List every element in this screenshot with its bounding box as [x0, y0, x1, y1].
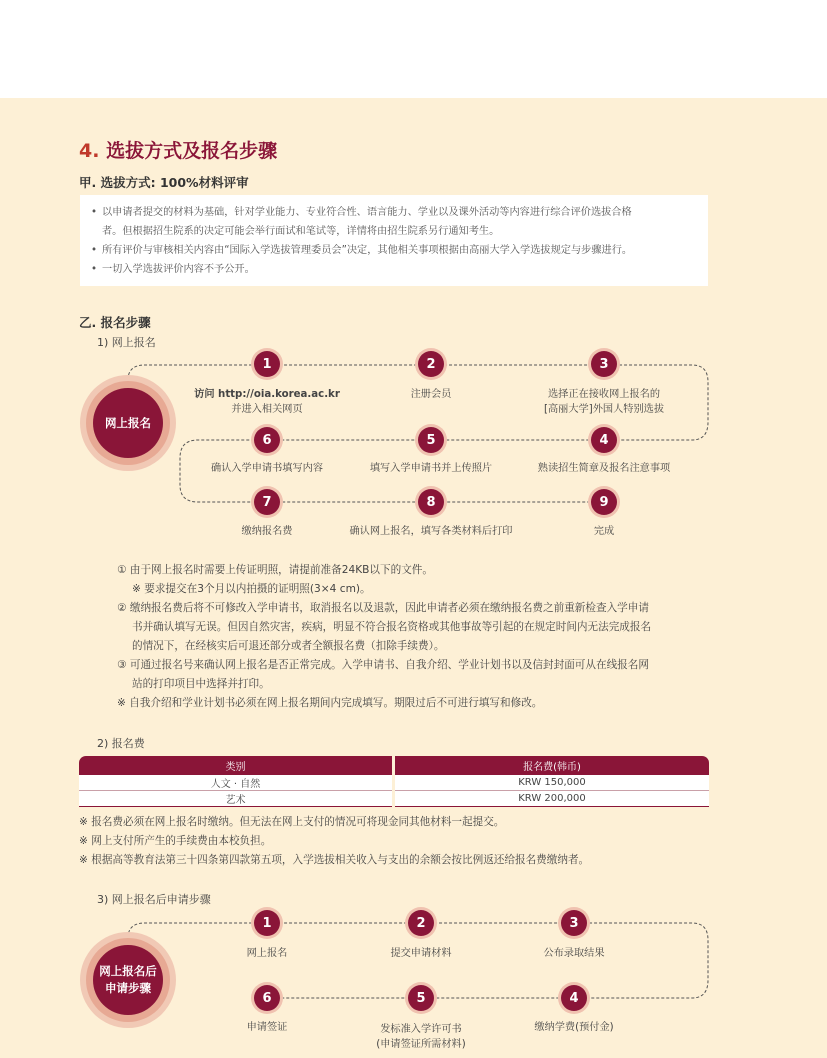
after-heading: 3) 网上报名后申请步骤 — [97, 893, 211, 906]
online-step-2-label: 注册会员 — [410, 389, 452, 400]
after-step-2-label: 提交申请材料 — [390, 948, 452, 959]
note-line: 书并确认填写无误。但因自然灾害，疾病，明显不符合报名资格或其他事故等引起的在规定时间内无法完成报名 — [132, 621, 652, 633]
online-step-8: 8 — [418, 489, 444, 515]
table-row — [79, 775, 709, 791]
online-step-4-label: 熟读招生简章及报名注意事项 — [537, 463, 671, 474]
selection-item-cont: 者。但根据招生院系的决定可能会举行面试和笔试等，详情将由招生院系另行通知考生。 — [102, 226, 500, 237]
online-step-7-label: 缴纳报名费 — [241, 526, 293, 537]
fee-cell: KRW 200,000 — [394, 791, 710, 807]
online-step-6-label: 确认入学申请书填写内容 — [210, 463, 324, 474]
after-step-3: 3 — [561, 910, 587, 936]
online-step-5-label: 填写入学申请书并上传照片 — [369, 463, 493, 474]
after-step-5: 5 — [408, 985, 434, 1011]
note-line: ② 缴纳报名费后将不可修改入学申请书，取消报名以及退款，因此申请者必须在缴纳报名费之前重新检查入学申请 — [117, 602, 649, 614]
table-row — [79, 791, 709, 807]
selection-item: • 以申请者提交的材料为基础，针对学业能力、专业符合性、语言能力、学业以及课外活动等内容进行综合评价选拔合格 — [90, 203, 698, 222]
after-step-4-label: 缴纳学费(预付金) — [534, 1022, 614, 1033]
online-step-9-label: 完成 — [593, 526, 615, 537]
online-step-2: 2 — [418, 351, 444, 377]
after-circle-label: 网上报名后 申请步骤 — [93, 945, 163, 1015]
after-step-6: 6 — [254, 985, 280, 1011]
online-step-3-label: 选择正在接收网上报名的 [高丽大学]外国人特别选拔 — [543, 389, 665, 415]
after-step-5-label: 发标准入学许可书 (申请签证所需材料) — [376, 1024, 466, 1050]
fee-notes — [79, 813, 589, 870]
online-step-4: 4 — [591, 427, 617, 453]
note-line: 的情况下，在经核实后可退还部分或者全额报名费（扣除手续费）。 — [132, 640, 445, 652]
online-notes — [117, 561, 717, 713]
online-step-6: 6 — [254, 427, 280, 453]
fee-note: ※ 根据高等教育法第三十四条第四款第五项，入学选拔相关收入与支出的余额会按比例返还给报名费缴纳者。 — [79, 854, 590, 866]
online-step-1: 1 — [254, 351, 280, 377]
after-step-6-label: 申请签证 — [246, 1022, 288, 1033]
steps-heading: 乙. 报名步骤 — [79, 315, 151, 330]
online-step-7: 7 — [254, 489, 280, 515]
fee-col-category: 类别 — [79, 756, 394, 775]
after-step-4: 4 — [561, 985, 587, 1011]
selection-heading: 甲. 选拔方式: 100%材料评审 — [79, 175, 249, 190]
online-step-5: 5 — [418, 427, 444, 453]
note-line: ※ 自我介绍和学业计划书必须在网上报名期间内完成填写。期限过后不可进行填写和修改。 — [117, 697, 543, 709]
after-step-1: 1 — [254, 910, 280, 936]
note-line: ※ 要求提交在3个月以内拍摄的证明照(3×4 cm)。 — [132, 583, 371, 595]
fee-heading: 2) 报名费 — [97, 737, 145, 750]
fee-table — [79, 756, 709, 807]
after-circle — [80, 932, 176, 1028]
online-step-8-label: 确认网上报名，填写各类材料后打印 — [349, 526, 513, 537]
online-step-1-label: 访问 http://oia.korea.ac.kr 并进入相关网页 — [194, 389, 340, 415]
fee-note: ※ 报名费必须在网上报名时缴纳。但无法在网上支付的情况可将现金同其他材料一起提交。 — [79, 816, 505, 828]
fee-cell: 人文 · 自然 — [79, 775, 394, 791]
section-title: 4. 选拔方式及报名步骤 — [79, 140, 278, 162]
after-step-3-label: 公布录取结果 — [543, 948, 605, 959]
fee-cell: KRW 150,000 — [394, 775, 710, 791]
fee-note: ※ 网上支付所产生的手续费由本校负担。 — [79, 835, 272, 847]
note-line: ③ 可通过报名号来确认网上报名是否正常完成。入学申请书、自我介绍、学业计划书以及信封封面可从在线报名网 — [117, 659, 649, 671]
after-step-2: 2 — [408, 910, 434, 936]
online-circle — [80, 375, 176, 471]
after-step-1-label: 网上报名 — [246, 948, 288, 959]
note-line: ① 由于网上报名时需要上传证明照，请提前准备24KB以下的文件。 — [117, 564, 433, 576]
fee-cell: 艺术 — [79, 791, 394, 807]
online-circle-label: 网上报名 — [93, 388, 163, 458]
selection-item: • 所有评价与审核相关内容由“国际入学选拔管理委员会”决定，其他相关事项根据由高丽大学入学选拔规定与步骤进行。 — [90, 241, 698, 260]
online-step-9: 9 — [591, 489, 617, 515]
online-heading: 1) 网上报名 — [97, 336, 156, 349]
online-step-3: 3 — [591, 351, 617, 377]
note-line: 站的打印项目中选择并打印。 — [132, 678, 270, 690]
selection-item: • 一切入学选拔评价内容不予公开。 — [90, 260, 698, 279]
fee-col-amount: 报名费(韩币) — [394, 756, 710, 775]
